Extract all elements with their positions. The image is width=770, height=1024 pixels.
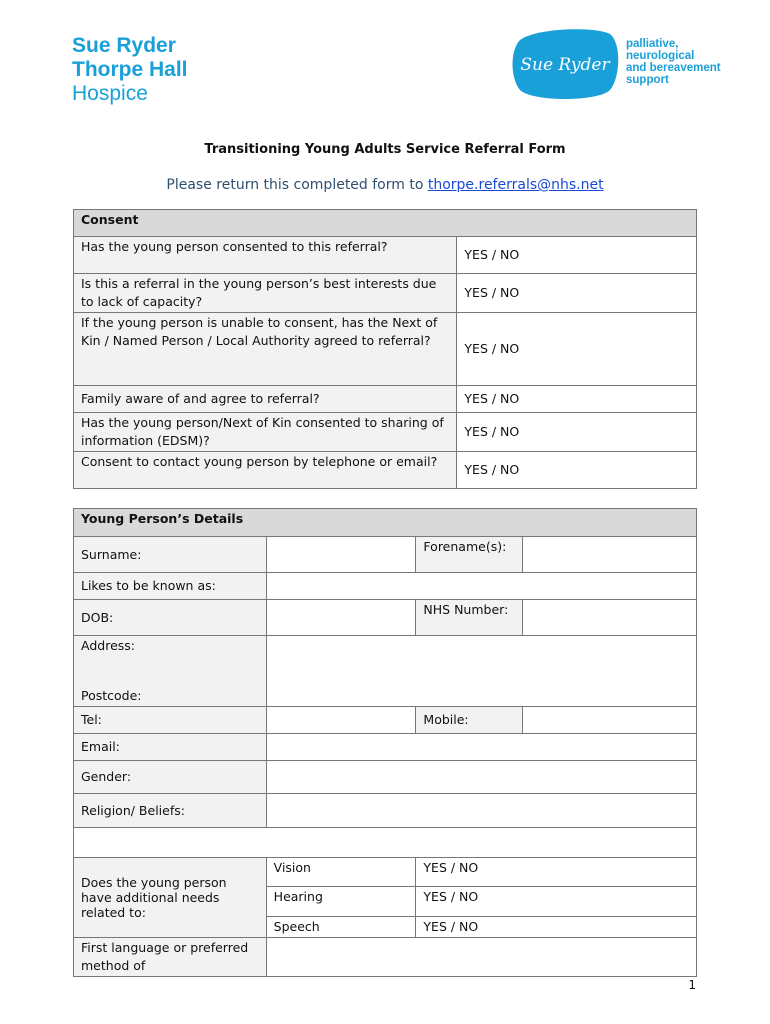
tagline-line: and bereavement [626, 62, 721, 74]
language-field[interactable] [266, 938, 696, 977]
tagline-line: neurological [626, 50, 695, 62]
tel-label: Tel: [74, 707, 267, 734]
tagline-line: support [626, 74, 669, 86]
language-label: First language or preferred method of [74, 938, 267, 977]
consent-answer[interactable]: YES / NO [457, 313, 697, 386]
address-field[interactable] [266, 636, 696, 707]
org-name-line2: Thorpe Hall [72, 58, 188, 81]
needs-hearing-label: Hearing [266, 887, 416, 917]
religion-label: Religion/ Beliefs: [74, 794, 267, 828]
mobile-label: Mobile: [416, 707, 523, 734]
form-title: Transitioning Young Adults Service Referral Form [204, 142, 566, 157]
consent-question: Has the young person/Next of Kin consented to sharing of information (EDSM)? [74, 413, 457, 452]
address-label-cell [74, 636, 267, 707]
known-as-field[interactable] [266, 573, 696, 600]
nhs-number-field[interactable] [523, 600, 697, 636]
return-instruction [0, 177, 770, 193]
consent-question: Has the young person consented to this referral? [74, 237, 457, 274]
consent-answer[interactable]: YES / NO [457, 413, 697, 452]
religion-field[interactable] [266, 794, 696, 828]
consent-question: Consent to contact young person by telephone or email? [74, 452, 457, 489]
gender-label: Gender: [74, 761, 267, 794]
mobile-field[interactable] [523, 707, 697, 734]
needs-speech-answer[interactable]: YES / NO [416, 917, 697, 938]
surname-label: Surname: [74, 537, 267, 573]
org-name-line1: Sue Ryder [72, 34, 176, 57]
forename-label: Forename(s): [416, 537, 523, 573]
known-as-label: Likes to be known as: [74, 573, 267, 600]
organisation-name [72, 34, 188, 106]
gender-field[interactable] [266, 761, 696, 794]
tagline-line: palliative, [626, 38, 679, 50]
tel-field[interactable] [266, 707, 416, 734]
consent-answer[interactable]: YES / NO [457, 237, 697, 274]
sue-ryder-logo [510, 26, 620, 100]
consent-question: Is this a referral in the young person’s best interests due to lack of capacity? [74, 274, 457, 313]
logo-wordmark: Sue Ryder [520, 55, 610, 75]
referral-email-link[interactable]: thorpe.referrals@nhs.net [427, 177, 604, 193]
details-heading: Young Person’s Details [74, 509, 697, 537]
needs-vision-label: Vision [266, 858, 416, 887]
org-name-line3: Hospice [72, 82, 148, 105]
return-text: Please return this completed form to [166, 177, 428, 193]
page-number: 1 [688, 978, 696, 992]
consent-question: Family aware of and agree to referral? [74, 386, 457, 413]
surname-field[interactable] [266, 537, 416, 573]
dob-field[interactable] [266, 600, 416, 636]
needs-hearing-answer[interactable]: YES / NO [416, 887, 697, 917]
consent-question: If the young person is unable to consent, has the Next of Kin / Named Person / Local Authority agreed to referral? [74, 313, 457, 386]
consent-answer[interactable]: YES / NO [457, 386, 697, 413]
details-table [73, 508, 697, 977]
email-label: Email: [74, 734, 267, 761]
spacer-row [74, 828, 697, 858]
forename-field[interactable] [523, 537, 697, 573]
tagline [626, 38, 721, 86]
consent-answer[interactable]: YES / NO [457, 274, 697, 313]
postcode-label: Postcode: [81, 688, 142, 703]
dob-label: DOB: [74, 600, 267, 636]
needs-speech-label: Speech [266, 917, 416, 938]
address-label: Address: [81, 638, 135, 653]
consent-answer[interactable]: YES / NO [457, 452, 697, 489]
additional-needs-label: Does the young person have additional needs related to: [74, 858, 267, 938]
email-field[interactable] [266, 734, 696, 761]
nhs-number-label: NHS Number: [416, 600, 523, 636]
needs-vision-answer[interactable]: YES / NO [416, 858, 697, 887]
consent-table [73, 209, 697, 489]
consent-heading: Consent [74, 210, 697, 237]
